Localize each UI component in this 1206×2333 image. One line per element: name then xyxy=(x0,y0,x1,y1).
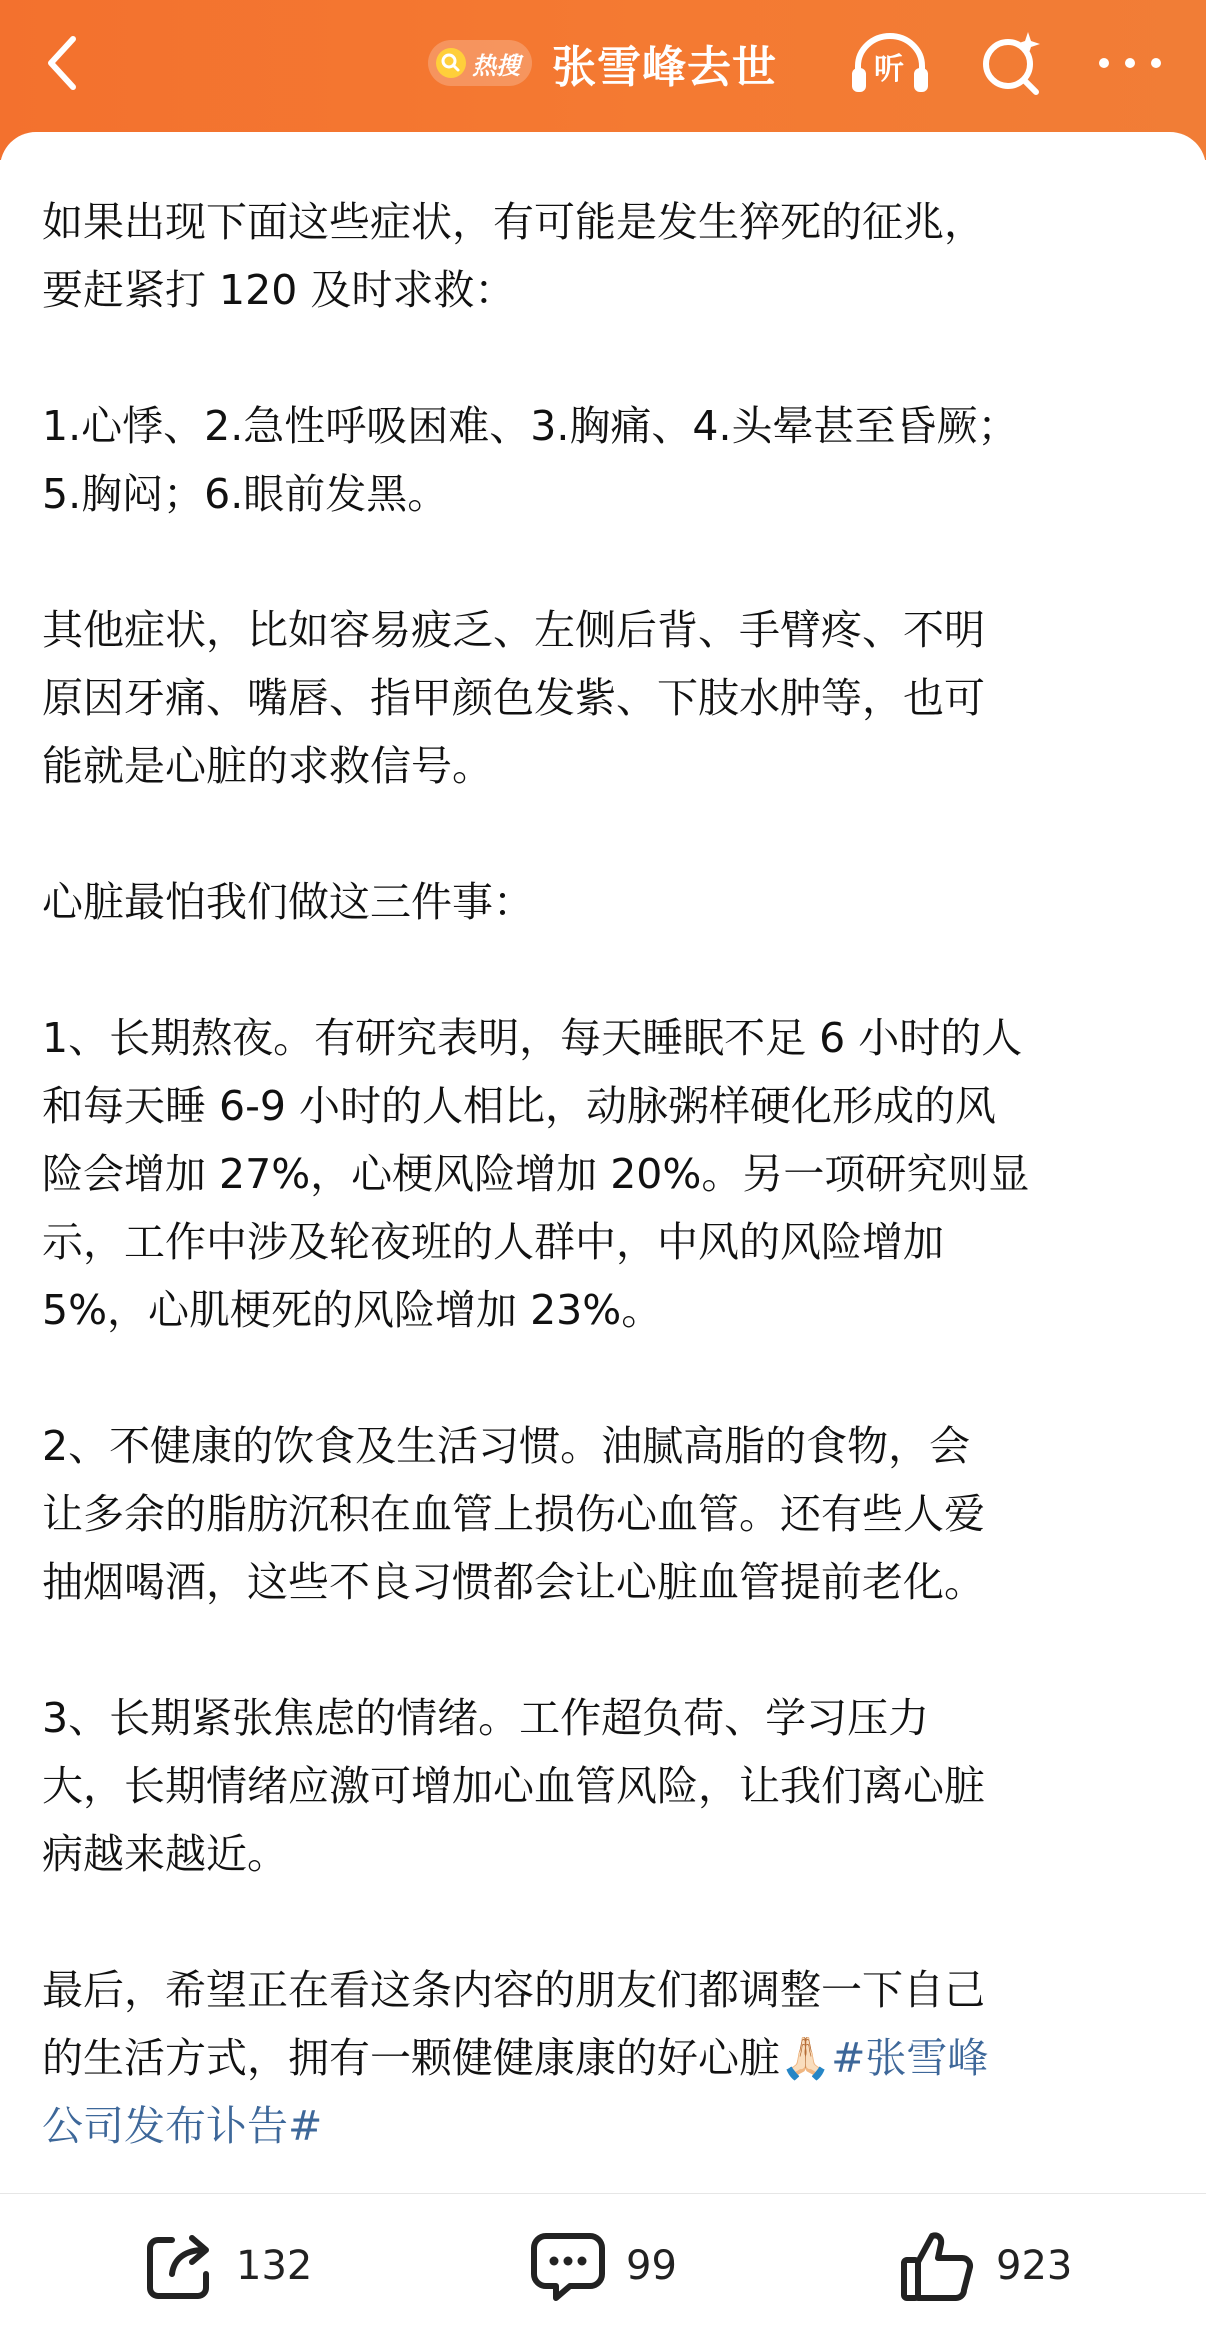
more-dots-icon xyxy=(1090,28,1170,98)
praying-hands-emoji: 🙏🏻 xyxy=(780,2034,832,2082)
post-paragraph: 2、不健康的饮食及生活习惯。油腻高脂的食物，会 让多余的脂肪沉积在血管上损伤心血管。还有些人爱 抽烟喝酒，这些不良习惯都会让心脏血管提前老化。 xyxy=(42,1422,985,1606)
post-paragraph: 1、长期熬夜。有研究表明，每天睡眠不足 6 小时的人 和每天睡 6-9 小时的人相比，动脉粥样硬化形成的风 险会增加 27%，心梗风险增加 20%。另一项研究则显 示，工作中涉及轮夜班的人群中，中风的风险增加 5%，心肌梗死的风险增加 23%。 xyxy=(42,1014,1030,1334)
post-paragraph: 心脏最怕我们做这三件事： xyxy=(42,878,534,926)
sparkle-search-icon xyxy=(976,28,1050,98)
search-icon xyxy=(434,46,468,80)
listen-label: 听 xyxy=(874,52,904,87)
post-closing-paragraph xyxy=(42,1956,1172,2160)
share-button[interactable] xyxy=(142,2228,312,2304)
hot-topic-header[interactable] xyxy=(428,30,777,96)
topic-title: 张雪峰去世 xyxy=(552,42,777,93)
closing-text: 最后，希望正在看这条内容的朋友们都调整一下自己 的生活方式，拥有一颗健健康康的好心脏 xyxy=(42,1966,985,2082)
hot-search-badge xyxy=(428,40,532,86)
more-button[interactable] xyxy=(1090,28,1170,98)
post-content-card xyxy=(0,132,1206,2192)
search-button[interactable] xyxy=(976,28,1050,98)
like-button[interactable] xyxy=(898,2228,1072,2304)
comment-button[interactable] xyxy=(528,2228,677,2304)
post-paragraph: 如果出现下面这些症状，有可能是发生猝死的征兆， 要赶紧打 120 及时求救： xyxy=(42,198,985,314)
thumbs-up-icon xyxy=(898,2228,978,2304)
hot-badge-label: 热搜 xyxy=(472,51,520,80)
back-button[interactable] xyxy=(28,28,98,98)
hashtag-part-1: #张雪峰 xyxy=(831,2034,989,2082)
bottom-action-bar xyxy=(0,2194,1206,2333)
post-paragraph: 3、长期紧张焦虑的情绪。工作超负荷、学习压力 大，长期情绪应激可增加心血管风险，让我们离心脏 病越来越近。 xyxy=(42,1694,985,1878)
comment-icon xyxy=(528,2228,608,2304)
comment-count: 99 xyxy=(626,2243,677,2289)
share-icon xyxy=(142,2228,218,2304)
post-paragraph: 1.心悸、2.急性呼吸困难、3.胸痛、4.头晕甚至昏厥； 5.胸闷；6.眼前发黑。 xyxy=(42,402,1019,518)
listen-button[interactable] xyxy=(848,28,932,98)
hashtag-part-2: 公司发布讣告# xyxy=(42,2102,323,2150)
share-count: 132 xyxy=(236,2243,313,2289)
chevron-left-icon xyxy=(41,33,85,93)
like-count: 923 xyxy=(996,2243,1073,2289)
post-body xyxy=(42,188,1172,2160)
post-paragraph: 其他症状，比如容易疲乏、左侧后背、手臂疼、不明 原因牙痛、嘴唇、指甲颜色发紫、下肢水肿等，也可 能就是心脏的求救信号。 xyxy=(42,606,985,790)
